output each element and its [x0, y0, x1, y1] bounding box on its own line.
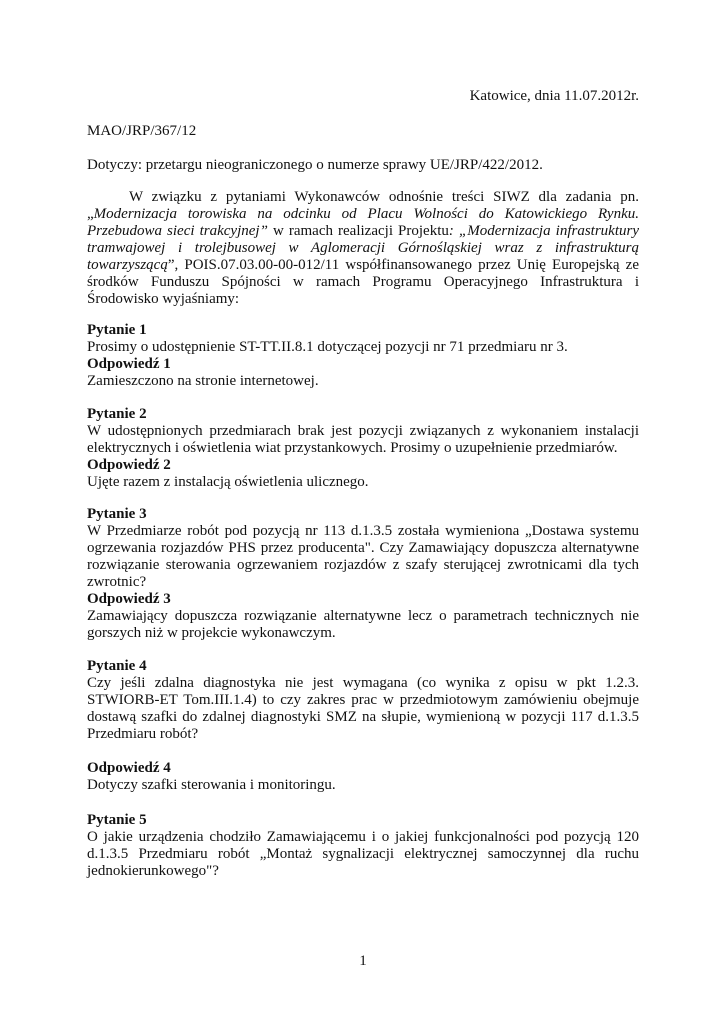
question-text: Czy jeśli zdalna diagnostyka nie jest wymagana (co wynika z opisu w pkt 1.2.3. STWIORB-ET Tom.III.1.4) to czy zakres prac w przedmiotowym zamówieniu obejmuje dostawą szafki do zdalnej diagnostyki SMZ na słupie, wymienioną w pozycji 117 d.1.3.5 Przedmiaru robót? — [87, 675, 639, 742]
answer-text: Zamawiający dopuszcza rozwiązanie alternatywne lecz o parametrach technicznych nie gorszych niż w projekcie wykonawczym. — [87, 608, 639, 641]
answer-text: Ujęte razem z instalacją oświetlenia ulicznego. — [87, 474, 369, 490]
answer-label: Odpowiedź 4 — [87, 760, 171, 776]
question-label: Pytanie 1 — [87, 322, 147, 338]
subject-line: Dotyczy: przetargu nieograniczonego o numerze sprawy UE/JRP/422/2012. — [87, 157, 543, 173]
reference-number: MAO/JRP/367/12 — [87, 123, 197, 139]
page-number: 1 — [359, 953, 367, 969]
task-title: Modernizacja torowiska na odcinku od Placu Wolności do Katowickiego Rynku. Przebudowa sieci trakcyjnej” — [87, 206, 639, 239]
qa-block-2 — [87, 406, 639, 491]
answer-label: Odpowiedź 3 — [87, 591, 171, 607]
intro-text-3: ”, POIS.07.03.00-00-012/11 współfinansowanego przez Unię Europejską ze środków Funduszu Spójności w ramach Programu Operacyjnego Infrastruktura i Środowisko wyjaśniamy: — [87, 257, 639, 307]
intro-colon: : — [448, 223, 459, 239]
intro-text-1: W związku z pytaniami Wykonawców odnośnie treści SIWZ dla zadania pn. „ — [87, 189, 639, 222]
qa-block-3 — [87, 506, 639, 642]
question-text: W udostępnionych przedmiarach brak jest pozycji związanych z wykonaniem instalacji elektrycznych i oświetlenia wiat przystankowych. Prosimy o uzupełnienie przedmiarów. — [87, 423, 639, 456]
intro-paragraph — [87, 189, 639, 308]
question-text: Prosimy o udostępnienie ST-TT.II.8.1 dotyczącej pozycji nr 71 przedmiaru nr 3. — [87, 339, 568, 355]
question-text: O jakie urządzenia chodziło Zamawiającemu i o jakiej funkcjonalności pod pozycją 120 d.1.3.5 Przedmiaru robót „Montaż sygnalizacji elektrycznej samoczynnej dla ruchu jednokierunkowego"? — [87, 829, 639, 879]
qa-block-1 — [87, 322, 639, 390]
project-title: „Modernizacja infrastruktury tramwajowej i trolejbusowej w Aglomeracji Górnośląskiej wraz z infrastrukturą towarzyszącą — [87, 223, 639, 273]
answer-text: Zamieszczono na stronie internetowej. — [87, 373, 319, 389]
question-label: Pytanie 3 — [87, 506, 147, 522]
answer-label: Odpowiedź 2 — [87, 457, 171, 473]
place-date: Katowice, dnia 11.07.2012r. — [469, 88, 639, 104]
answer-text: Dotyczy szafki sterowania i monitoringu. — [87, 777, 336, 793]
question-label: Pytanie 5 — [87, 812, 147, 828]
question-label: Pytanie 4 — [87, 658, 147, 674]
qa-block-5 — [87, 812, 639, 880]
qa-block-4-answer — [87, 760, 639, 794]
intro-text-2: w ramach realizacji Projektu — [267, 223, 449, 239]
qa-block-4-question — [87, 658, 639, 743]
question-text: W Przedmiarze robót pod pozycją nr 113 d.1.3.5 została wymieniona „Dostawa systemu ogrzewania rozjazdów PHS przez producenta". Czy Zamawiający dopuszcza alternatywne rozwiązanie sterowania ogrzewaniem rozjazdów z szafy sterującej zwrotnicami dla tych zwrotnic? — [87, 523, 639, 590]
question-label: Pytanie 2 — [87, 406, 147, 422]
answer-label: Odpowiedź 1 — [87, 356, 171, 372]
